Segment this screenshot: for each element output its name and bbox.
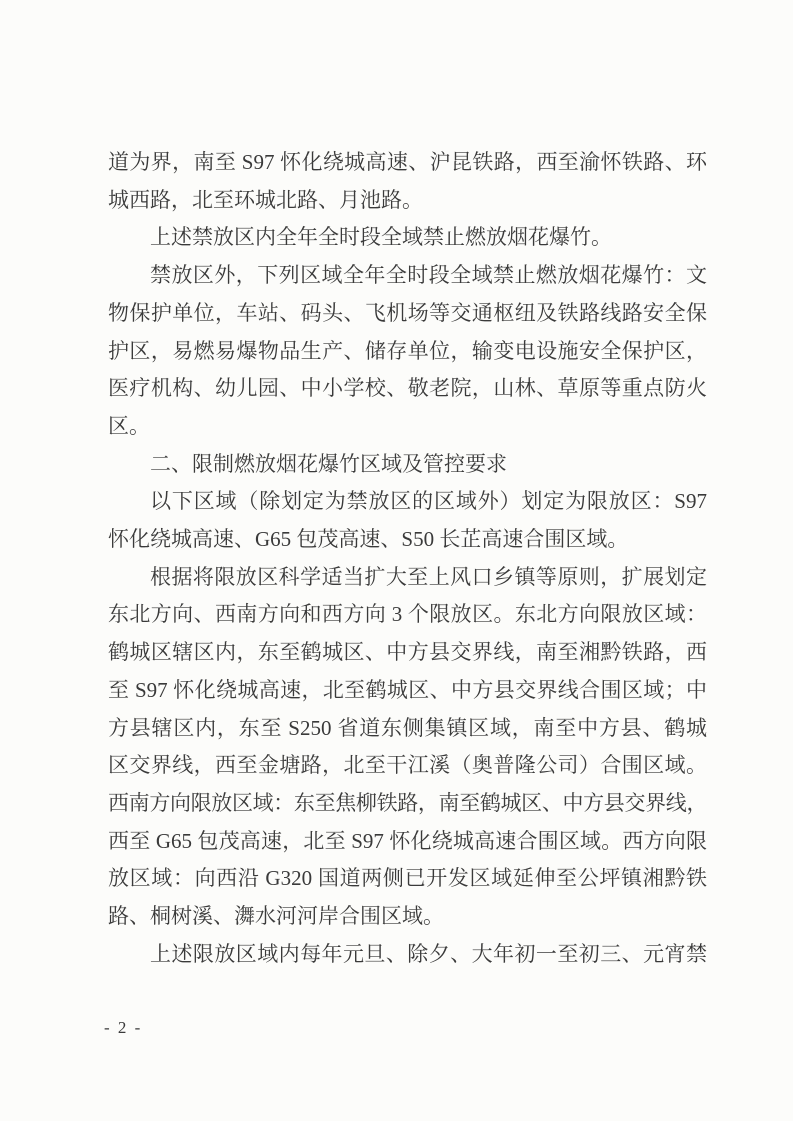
text-line: 道为界，南至 S97 怀化绕城高速、沪昆铁路，西至渝怀铁路、环	[108, 150, 707, 174]
text-line: 根据将限放区科学适当扩大至上风口乡镇等原则，扩展划定	[150, 564, 707, 589]
text-line: 放区域：向西沿 G320 国道两侧已开发区域延伸至公坪镇湘黔铁	[108, 866, 707, 891]
text-line: 以下区域（除划定为禁放区的区域外）划定为限放区：S97	[150, 489, 707, 514]
text-line: 物保护单位，车站、码头、飞机场等交通枢纽及铁路线路安全保	[108, 300, 707, 325]
text-line: 西至 G65 包茂高速，北至 S97 怀化绕城高速合围区域。西方向限	[108, 828, 707, 853]
text-line: 鹤城区辖区内，东至鹤城区、中方县交界线，南至湘黔铁路，西	[108, 640, 707, 665]
text-line: 护区，易燃易爆物品生产、储存单位，输变电设施安全保护区，	[108, 338, 707, 363]
text-line: 至 S97 怀化绕城高速，北至鹤城区、中方县交界线合围区域；中	[108, 677, 707, 702]
text-line: 禁放区外，下列区域全年全时段全域禁止燃放烟花爆竹：文	[150, 263, 707, 288]
text-line: 怀化绕城高速、G65 包茂高速、S50 长芷高速合围区域。	[108, 527, 629, 552]
text-line: 东北方向、西南方向和西方向 3 个限放区。东北方向限放区域：	[108, 602, 707, 627]
text-line: 路、桐树溪、㵲水河河岸合围区域。	[108, 904, 444, 929]
document-body	[108, 144, 707, 973]
text-line: 西南方向限放区域：东至焦柳铁路，南至鹤城区、中方县交界线，	[108, 790, 707, 815]
text-line: 城西路，北至环城北路、月池路。	[108, 187, 423, 212]
text-line: 区交界线，西至金塘路，北至干江溪（奥普隆公司）合围区域。	[108, 753, 707, 778]
text-line: 方县辖区内，东至 S250 省道东侧集镇区域，南至中方县、鹤城	[108, 715, 707, 740]
section-heading: 二、限制燃放烟花爆竹区域及管控要求	[150, 451, 507, 476]
page-number: - 2 -	[104, 1018, 143, 1037]
text-line: 医疗机构、幼儿园、中小学校、敬老院，山林、草原等重点防火	[108, 376, 707, 401]
text-line: 区。	[108, 413, 150, 438]
text-line: 上述限放区域内每年元旦、除夕、大年初一至初三、元宵禁	[150, 941, 707, 966]
text-line: 上述禁放区内全年全时段全域禁止燃放烟花爆竹。	[150, 225, 612, 250]
